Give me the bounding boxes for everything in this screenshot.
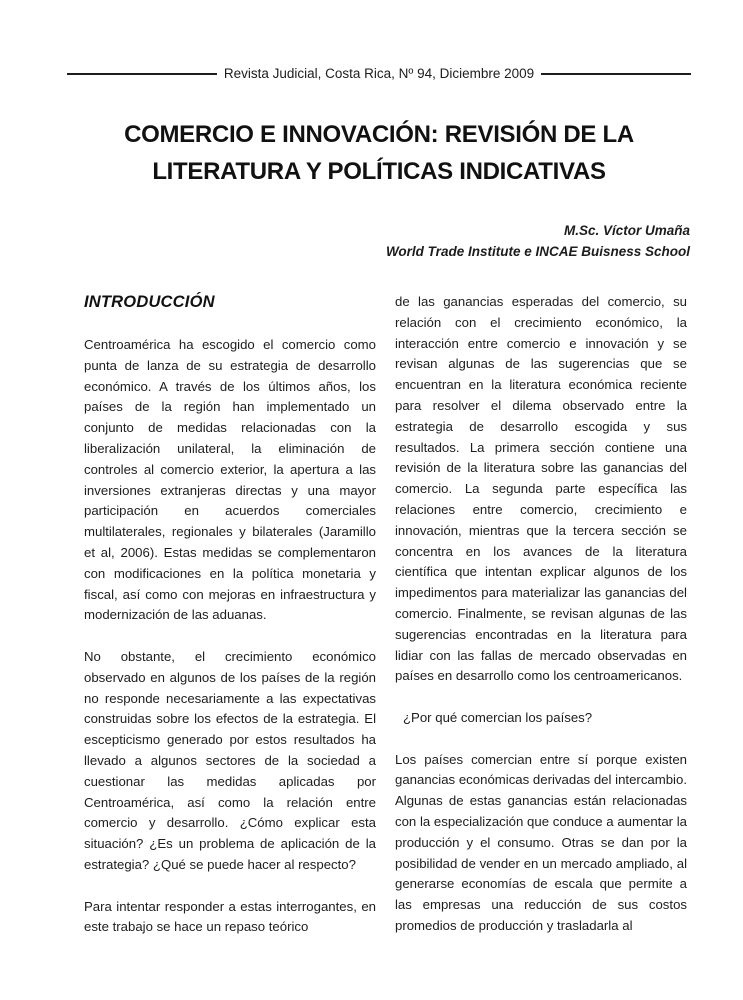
article-title-line-2: LITERATURA Y POLÍTICAS INDICATIVAS [152, 158, 606, 185]
header-rule-left [67, 73, 217, 75]
journal-header [67, 66, 691, 81]
author-block [386, 220, 690, 262]
article-title [55, 116, 703, 190]
article-title-line-1: COMERCIO E INNOVACIÓN: REVISIÓN DE LA [124, 121, 634, 148]
author-name: M.Sc. Víctor Umaña [563, 223, 690, 238]
subheading-por-que-comercian: ¿Por qué comercian los países? [403, 709, 593, 725]
section-heading-introduccion: INTRODUCCIÓN [84, 293, 215, 311]
paragraph: Centroamérica ha escogido el comercio como punta de lanza de su estrategia de desarrollo económico. A través de los últimos años, los países de la región han implementado un conjunto de medidas relacionadas con la liberalización unilateral, la eliminación de controles al comercio exterior, la apertura a las inversiones extranjeras directas y una mayor participación en acuerdos comerciales multilaterales, regionales y bilaterales (Jaramillo et al, 2006). Estas medidas se complementaron con modificaciones en la política monetaria y fiscal, así como con mejoras en infraestructura y modernización de las aduanas. [84, 337, 376, 623]
author-affiliation: World Trade Institute e INCAE Buisness School [385, 244, 690, 259]
journal-header-text: Revista Judicial, Costa Rica, Nº 94, Diciembre 2009 [223, 66, 535, 81]
right-column [395, 292, 687, 959]
paragraph: No obstante, el crecimiento económico observado en algunos de los países de la región no responde necesariamente a las expectativas construidas sobre los efectos de la estrategia. El escepticismo generado por estos resultados ha llevado a algunos sectores de la sociedad a cuestionar las medidas aplicadas por Centroamérica, así como la relación entre comercio y desarrollo. ¿Cómo explicar esta situación? ¿Es un problema de aplicación de la estrategia? ¿Qué se puede hacer al respecto? [84, 648, 376, 872]
paragraph: de las ganancias esperadas del comercio, su relación con el crecimiento económico, la interacción entre comercio e innovación y se revisan algunas de las sugerencias que se encuentran en la literatura económica reciente para resolver el dilema observado entre la estrategia de desarrollo escogida y sus resultados. La primera sección contiene una revisión de la literatura sobre las ganancias del comercio. La segunda parte específica las relaciones entre comercio, crecimiento e innovación, mientras que la tercera sección se concentra en los avances de la literatura científica que intentan explicar algunos de los impedimentos para materializar las ganancias del comercio. Finalmente, se revisan algunas de las sugerencias encontradas en la literatura para lidiar con las fallas de mercado observadas en países en desarrollo como los centroamericanos. [395, 294, 687, 684]
left-column [84, 292, 376, 959]
text-columns [84, 292, 687, 959]
paragraph: Para intentar responder a estas interrogantes, en este trabajo se hace un repaso teórico [84, 898, 376, 935]
paragraph: Los países comercian entre sí porque existen ganancias económicas derivadas del intercambio. Algunas de estas ganancias están relacionadas con la especialización que conduce a aumentar la producción y el consumo. Otras se dan por la posibilidad de vender en un mercado ampliado, al generarse economías de escala que permite a las empresas una reducción de sus costos promedios de producción y trasladarla al [395, 751, 687, 933]
header-rule-right [541, 73, 691, 75]
